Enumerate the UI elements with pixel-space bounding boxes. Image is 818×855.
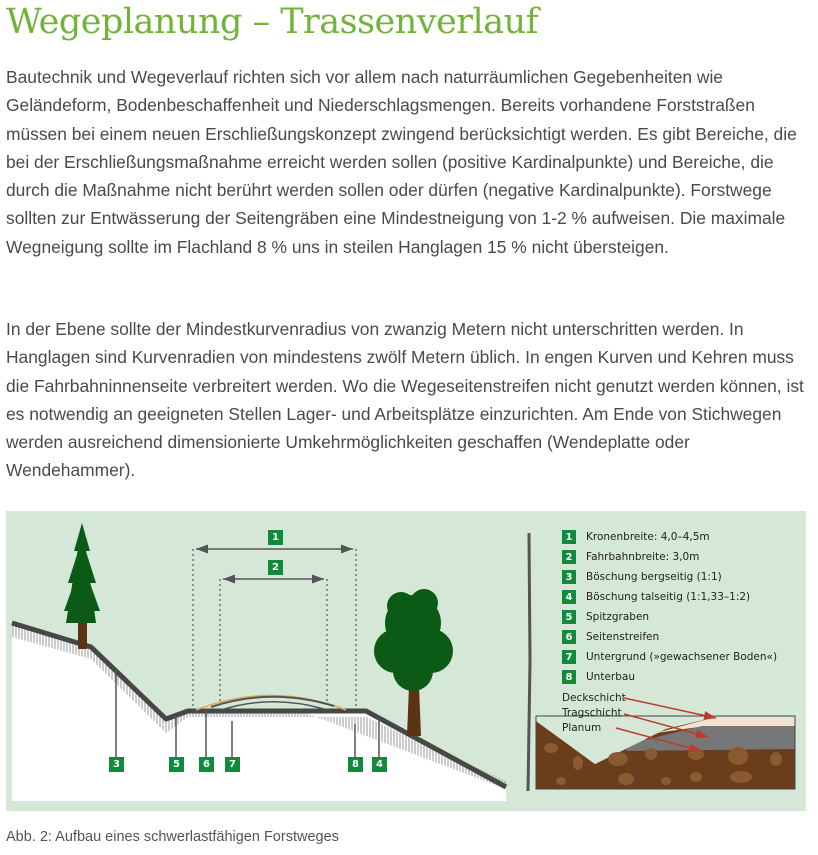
- figure-divider: [528, 533, 530, 791]
- legend-badge: 2: [562, 550, 576, 564]
- paragraph-curves: In der Ebene sollte der Mindestkurvenradius von zwanzig Metern nicht unterschritten werden. In Hanglagen sind Kurvenradien von mindestens zwölf Metern üblich. In engen Kurven und Kehren muss die Fahrbahninnenseite verbreitert werden. Wo die Wegeseitenstreifen nicht genutzt werden können, ist es notwendig an geeigneten Stellen Lager- und Arbeitsplätze einzurichten. Am Ende von Stichwegen werden ausreichend dimensionierte Umkehrmöglichkeiten geschaffen (Wendeplatte oder Wendehammer).: [6, 319, 804, 481]
- badge-8: 8: [348, 757, 363, 772]
- paragraph-intro: Bautechnik und Wegeverlauf richten sich vor allem nach naturräumlichen Gegebenheiten wie Geländeform, Bodenbeschaffenheit und Niederschlagsmengen. Bereits vorhandene Forststraßen müssen bei einem neuen Erschließungskonzept zwingend berücksichtigt werden. Es gibt Bereiche, die bei der Erschließungsmaßnahme erreicht werden sollen (positive Kardinalpunkte) und Bereiche, die durch die Maßnahme nicht berührt werden sollen oder dürfen (negative Kardinalpunkte). Forstwege sollten zur Entwässerung der Seitengräben eine Mindestneigung von 1-2 % aufweisen. Die maximale Wegneigung sollte im Flachland 8 % uns in steilen Hanglagen 15 % nicht übersteigen.: [6, 67, 797, 257]
- legend-badge: 8: [562, 670, 576, 684]
- legend-item: [562, 627, 777, 647]
- badge-4: 4: [372, 757, 387, 772]
- legend-label: Unterbau: [586, 671, 635, 683]
- legend-item: [562, 527, 777, 547]
- legend-badge: 7: [562, 650, 576, 664]
- legend-badge: 6: [562, 630, 576, 644]
- legend-label: Kronenbreite: 4,0–4,5m: [586, 531, 710, 543]
- legend-badge: 5: [562, 610, 576, 624]
- legend-item: [562, 647, 777, 667]
- dimension-badge-2: 2: [268, 560, 283, 575]
- page-title: Wegeplanung – Trassenverlauf: [6, 2, 539, 42]
- legend-item: [562, 587, 777, 607]
- badge-5: 5: [169, 757, 184, 772]
- badge-3: 3: [109, 757, 124, 772]
- legend-badge: 1: [562, 530, 576, 544]
- fir-tree-icon: [64, 523, 100, 649]
- legend-item: [562, 607, 777, 627]
- layer-label-deckschicht: Deckschicht: [562, 692, 626, 704]
- layer-label-tragschicht: Tragschicht: [562, 707, 622, 719]
- legend-badge: 4: [562, 590, 576, 604]
- layer-label-planum: Planum: [562, 722, 602, 734]
- legend-label: Fahrbahnbreite: 3,0m: [586, 551, 700, 563]
- legend-label: Böschung talseitig (1:1,33–1:2): [586, 591, 751, 603]
- legend-label: Böschung bergseitig (1:1): [586, 571, 722, 583]
- deciduous-tree-icon: [374, 589, 453, 736]
- legend-item: [562, 547, 777, 567]
- forest-road-figure: [6, 511, 806, 811]
- legend-item: [562, 567, 777, 587]
- legend-label: Untergrund (»gewachsener Boden«): [586, 651, 778, 663]
- arrow-deckschicht: [624, 698, 716, 718]
- legend-item: [562, 667, 777, 687]
- legend-label: Seitenstreifen: [586, 631, 660, 643]
- badge-7: 7: [225, 757, 240, 772]
- figure-legend: [562, 527, 777, 687]
- badge-6: 6: [199, 757, 214, 772]
- legend-label: Spitzgraben: [586, 611, 650, 623]
- figure-caption: Abb. 2: Aufbau eines schwerlastfähigen Forstweges: [6, 829, 339, 845]
- dimension-badge-1: 1: [268, 530, 283, 545]
- legend-badge: 3: [562, 570, 576, 584]
